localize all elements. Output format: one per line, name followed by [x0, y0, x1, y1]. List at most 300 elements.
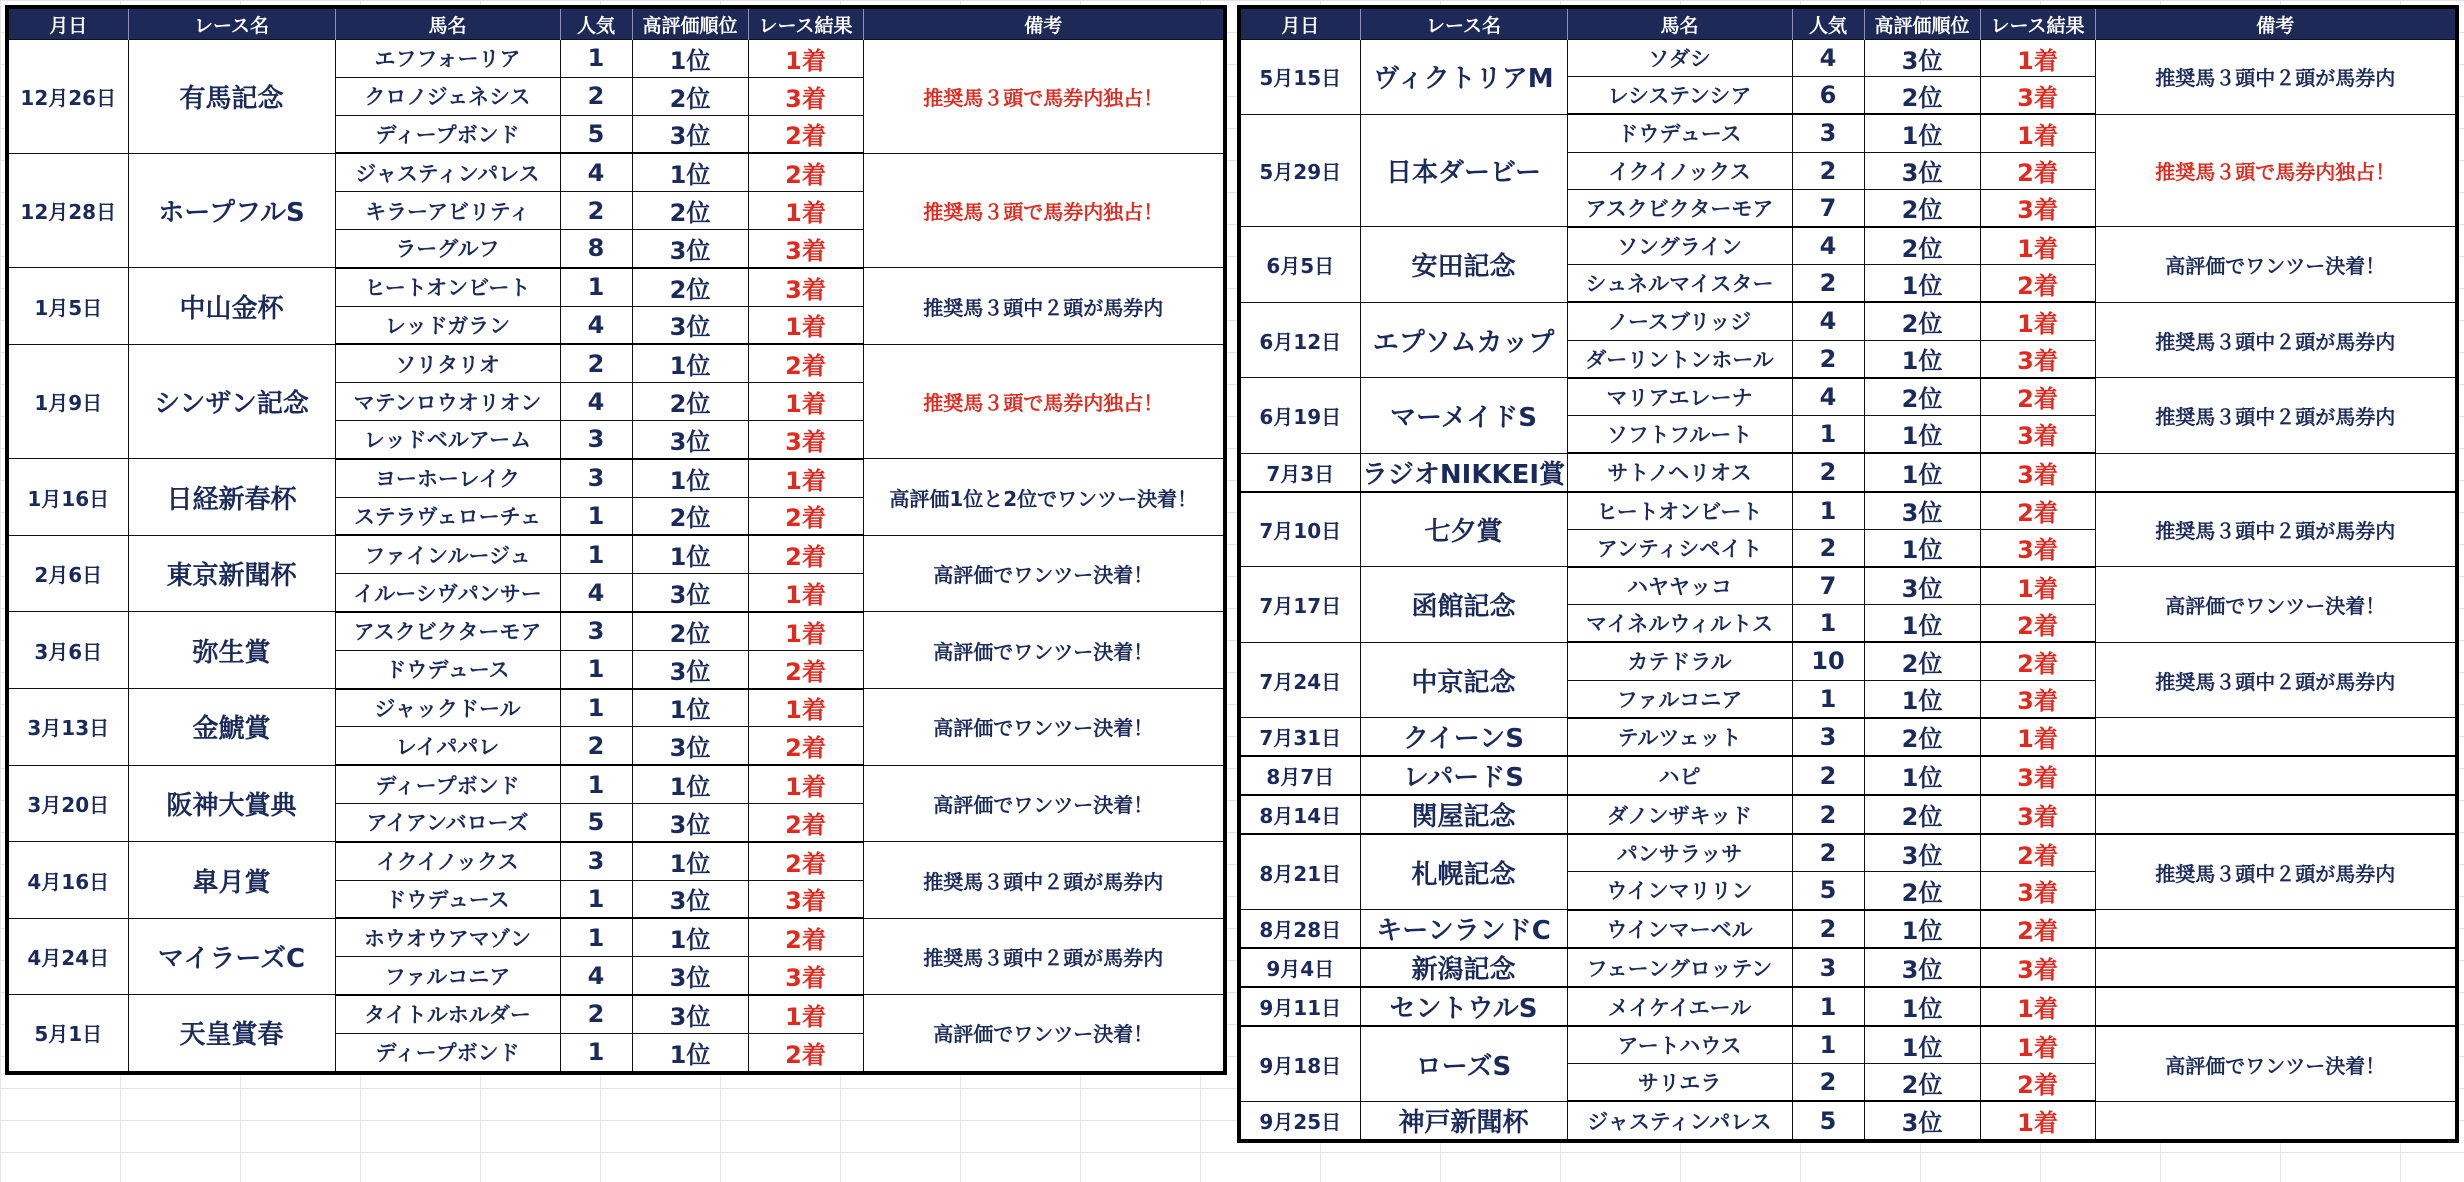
evaluation-rank: 1位: [1864, 1026, 1980, 1064]
header-popularity: 人気: [1792, 7, 1864, 40]
race-result: 1着: [1980, 718, 2095, 757]
evaluation-rank: 1位: [632, 40, 748, 78]
horse-name: ソングライン: [1567, 227, 1792, 265]
popularity: 1: [560, 497, 632, 535]
popularity: 3: [1792, 948, 1864, 987]
popularity: 2: [1792, 453, 1864, 492]
race-name: 皐月賞: [128, 842, 335, 919]
race-result: 2着: [748, 497, 863, 535]
race-result: 2着: [748, 535, 863, 573]
race-name: キーンランドC: [1360, 910, 1567, 949]
horse-name: ジャスティンパレス: [335, 153, 560, 191]
horse-name: アスクビクターモア: [335, 612, 560, 650]
race-date: 6月19日: [1239, 378, 1360, 453]
race-date: 4月16日: [7, 842, 128, 919]
race-name: セントウルS: [1360, 987, 1567, 1026]
evaluation-rank: 2位: [632, 192, 748, 230]
evaluation-rank: 1位: [632, 842, 748, 880]
popularity: 7: [1792, 189, 1864, 227]
race-result: 1着: [748, 383, 863, 421]
header-date: 月日: [7, 7, 128, 40]
evaluation-rank: 2位: [1864, 302, 1980, 340]
evaluation-rank: 3位: [632, 574, 748, 612]
evaluation-rank: 3位: [632, 803, 748, 841]
table-row: [7, 344, 1225, 382]
horse-name: ファルコニア: [1567, 680, 1792, 718]
evaluation-rank: 2位: [632, 383, 748, 421]
race-date: 3月13日: [7, 689, 128, 766]
race-result: 1着: [748, 995, 863, 1033]
table-row: [1239, 756, 2457, 795]
evaluation-rank: 1位: [632, 153, 748, 191]
horse-name: レッドベルアーム: [335, 420, 560, 458]
popularity: 5: [1792, 872, 1864, 910]
evaluation-rank: 3位: [1864, 152, 1980, 189]
race-result: 2着: [1980, 910, 2095, 949]
race-result: 3着: [748, 420, 863, 458]
table-row: [7, 535, 1225, 573]
horse-name: アートハウス: [1567, 1026, 1792, 1064]
horse-name: ヒートオンビート: [335, 268, 560, 306]
horse-name: マテンロウオリオン: [335, 383, 560, 421]
evaluation-rank: 1位: [632, 689, 748, 727]
popularity: 2: [1792, 152, 1864, 189]
popularity: 1: [1792, 987, 1864, 1026]
race-note: 高評価でワンツー決着！: [863, 689, 1225, 766]
horse-name: レイパパレ: [335, 727, 560, 765]
race-note: 推奨馬３頭で馬券内独占！: [863, 153, 1225, 267]
header-result: レース結果: [748, 7, 863, 40]
horse-name: ディープボンド: [335, 115, 560, 153]
race-note: [2095, 987, 2457, 1026]
evaluation-rank: 1位: [1864, 265, 1980, 303]
race-note: [2095, 718, 2457, 757]
evaluation-rank: 3位: [632, 650, 748, 688]
race-note: 推奨馬３頭で馬券内独占！: [2095, 114, 2457, 227]
horse-name: ドウデュース: [1567, 114, 1792, 152]
evaluation-rank: 3位: [632, 306, 748, 344]
race-date: 3月6日: [7, 612, 128, 689]
evaluation-rank: 1位: [1864, 680, 1980, 718]
race-result: 1着: [1980, 114, 2095, 152]
race-result: 3着: [1980, 189, 2095, 227]
horse-name: クロノジェネシス: [335, 77, 560, 115]
race-result: 1着: [1980, 40, 2095, 77]
popularity: 3: [560, 612, 632, 650]
popularity: 7: [1792, 567, 1864, 605]
table-row: [7, 153, 1225, 191]
popularity: 8: [560, 229, 632, 267]
popularity: 1: [1792, 605, 1864, 643]
race-result: 3着: [1980, 529, 2095, 567]
horse-name: アイアンバローズ: [335, 803, 560, 841]
header-note: 備考: [2095, 7, 2457, 40]
evaluation-rank: 2位: [1864, 189, 1980, 227]
race-note: [2095, 1101, 2457, 1141]
popularity: 1: [560, 268, 632, 306]
race-result: 1着: [748, 40, 863, 78]
table-row: [1239, 795, 2457, 834]
popularity: 1: [560, 650, 632, 688]
horse-name: ドウデュース: [335, 650, 560, 688]
race-note: [2095, 948, 2457, 987]
header-popularity: 人気: [560, 7, 632, 40]
race-result: 3着: [1980, 453, 2095, 492]
popularity: 3: [560, 420, 632, 458]
race-name: ホープフルS: [128, 153, 335, 267]
race-note: 高評価でワンツー決着！: [2095, 567, 2457, 642]
race-note: [2095, 795, 2457, 834]
race-result: 1着: [1980, 987, 2095, 1026]
table-row: [1239, 492, 2457, 530]
race-date: 9月25日: [1239, 1101, 1360, 1141]
table-row: [7, 689, 1225, 727]
race-date: 8月7日: [1239, 756, 1360, 795]
race-date: 7月10日: [1239, 492, 1360, 567]
table-row: [7, 995, 1225, 1033]
evaluation-rank: 2位: [632, 268, 748, 306]
popularity: 3: [1792, 718, 1864, 757]
evaluation-rank: 2位: [1864, 1064, 1980, 1102]
table-row: [1239, 642, 2457, 680]
race-result: 3着: [1980, 340, 2095, 378]
horse-name: エフフォーリア: [335, 40, 560, 78]
evaluation-rank: 3位: [1864, 1101, 1980, 1141]
race-note: 推奨馬３頭で馬券内独占！: [863, 344, 1225, 458]
race-name: レパードS: [1360, 756, 1567, 795]
evaluation-rank: 1位: [632, 765, 748, 803]
race-date: 8月28日: [1239, 910, 1360, 949]
popularity: 2: [1792, 756, 1864, 795]
race-note: 推奨馬３頭中２頭が馬券内: [2095, 302, 2457, 377]
header-result: レース結果: [1980, 7, 2095, 40]
horse-name: ノースブリッジ: [1567, 302, 1792, 340]
race-name: ローズS: [1360, 1026, 1567, 1101]
horse-name: ラーグルフ: [335, 229, 560, 267]
evaluation-rank: 1位: [632, 344, 748, 382]
race-result: 3着: [748, 957, 863, 995]
table-body-left: [7, 40, 1225, 1073]
race-date: 12月28日: [7, 153, 128, 267]
header-horse: 馬名: [335, 7, 560, 40]
race-result: 1着: [748, 612, 863, 650]
race-note: 高評価でワンツー決着！: [863, 535, 1225, 612]
evaluation-rank: 1位: [1864, 415, 1980, 453]
race-name: 東京新聞杯: [128, 535, 335, 612]
table-row: [1239, 718, 2457, 757]
race-note: 高評価でワンツー決着！: [863, 765, 1225, 842]
race-result: 2着: [748, 153, 863, 191]
horse-name: ディープボンド: [335, 765, 560, 803]
race-name: エプソムカップ: [1360, 302, 1567, 377]
results-table-right: [1237, 5, 2459, 1143]
popularity: 10: [1792, 642, 1864, 680]
race-result: 2着: [748, 1033, 863, 1072]
horse-name: ホウオウアマゾン: [335, 918, 560, 956]
table-row: [1239, 114, 2457, 152]
evaluation-rank: 3位: [1864, 948, 1980, 987]
horse-name: レシステンシア: [1567, 77, 1792, 115]
evaluation-rank: 1位: [1864, 756, 1980, 795]
table-body-right: [1239, 40, 2457, 1141]
evaluation-rank: 1位: [632, 459, 748, 497]
race-result: 1着: [1980, 302, 2095, 340]
horse-name: ドウデュース: [335, 880, 560, 918]
evaluation-rank: 3位: [1864, 834, 1980, 872]
evaluation-rank: 3位: [1864, 492, 1980, 530]
race-date: 5月15日: [1239, 40, 1360, 115]
horse-name: イルーシヴパンサー: [335, 574, 560, 612]
horse-name: マイネルウィルトス: [1567, 605, 1792, 643]
evaluation-rank: 2位: [1864, 872, 1980, 910]
race-result: 1着: [1980, 227, 2095, 265]
popularity: 2: [1792, 834, 1864, 872]
race-note: 推奨馬３頭中２頭が馬券内: [863, 842, 1225, 919]
race-date: 6月5日: [1239, 227, 1360, 302]
race-note: 高評価でワンツー決着！: [2095, 1026, 2457, 1101]
race-result: 2着: [1980, 642, 2095, 680]
race-note: 高評価1位と2位でワンツー決着！: [863, 459, 1225, 536]
race-result: 2着: [1980, 605, 2095, 643]
race-date: 5月29日: [1239, 114, 1360, 227]
popularity: 1: [1792, 1026, 1864, 1064]
race-result: 3着: [1980, 680, 2095, 718]
race-name: マイラーズC: [128, 918, 335, 995]
evaluation-rank: 2位: [1864, 378, 1980, 416]
race-result: 2着: [1980, 1064, 2095, 1102]
race-result: 3着: [1980, 872, 2095, 910]
popularity: 1: [560, 40, 632, 78]
race-date: 1月16日: [7, 459, 128, 536]
race-note: 推奨馬３頭中２頭が馬券内: [863, 918, 1225, 995]
race-result: 3着: [1980, 756, 2095, 795]
race-result: 1着: [1980, 1101, 2095, 1141]
race-result: 2着: [748, 650, 863, 688]
table-row: [7, 459, 1225, 497]
header-race: レース名: [128, 7, 335, 40]
race-date: 12月26日: [7, 40, 128, 154]
popularity: 1: [1792, 415, 1864, 453]
race-result: 1着: [748, 765, 863, 803]
popularity: 2: [1792, 795, 1864, 834]
race-date: 1月9日: [7, 344, 128, 458]
horse-name: ヨーホーレイク: [335, 459, 560, 497]
race-name: 新潟記念: [1360, 948, 1567, 987]
horse-name: ファインルージュ: [335, 535, 560, 573]
race-note: [2095, 910, 2457, 949]
race-date: 8月21日: [1239, 834, 1360, 909]
header-race: レース名: [1360, 7, 1567, 40]
race-result: 2着: [748, 115, 863, 153]
race-result: 3着: [1980, 948, 2095, 987]
evaluation-rank: 1位: [1864, 529, 1980, 567]
horse-name: サリエラ: [1567, 1064, 1792, 1102]
header-rank: 高評価順位: [632, 7, 748, 40]
race-note: 推奨馬３頭中２頭が馬券内: [2095, 834, 2457, 909]
evaluation-rank: 2位: [1864, 795, 1980, 834]
race-note: [2095, 453, 2457, 492]
horse-name: パンサラッサ: [1567, 834, 1792, 872]
horse-name: アンティシペイト: [1567, 529, 1792, 567]
race-date: 3月20日: [7, 765, 128, 842]
horse-name: テルツェット: [1567, 718, 1792, 757]
race-note: 高評価でワンツー決着！: [2095, 227, 2457, 302]
evaluation-rank: 2位: [1864, 642, 1980, 680]
popularity: 1: [560, 765, 632, 803]
horse-name: ジャスティンパレス: [1567, 1101, 1792, 1141]
header-rank: 高評価順位: [1864, 7, 1980, 40]
evaluation-rank: 3位: [632, 727, 748, 765]
race-date: 6月12日: [1239, 302, 1360, 377]
popularity: 2: [1792, 910, 1864, 949]
evaluation-rank: 1位: [632, 918, 748, 956]
horse-name: ファルコニア: [335, 957, 560, 995]
race-date: 7月24日: [1239, 642, 1360, 717]
race-name: 日経新春杯: [128, 459, 335, 536]
evaluation-rank: 3位: [632, 957, 748, 995]
evaluation-rank: 1位: [1864, 987, 1980, 1026]
header-date: 月日: [1239, 7, 1360, 40]
popularity: 5: [560, 115, 632, 153]
horse-name: イクイノックス: [1567, 152, 1792, 189]
race-note: 推奨馬３頭中２頭が馬券内: [2095, 40, 2457, 115]
evaluation-rank: 3位: [1864, 40, 1980, 77]
race-result: 3着: [1980, 77, 2095, 115]
popularity: 1: [1792, 492, 1864, 530]
table-row: [1239, 567, 2457, 605]
popularity: 2: [1792, 1064, 1864, 1102]
popularity: 4: [560, 574, 632, 612]
evaluation-rank: 2位: [1864, 227, 1980, 265]
race-name: 弥生賞: [128, 612, 335, 689]
popularity: 4: [560, 957, 632, 995]
evaluation-rank: 1位: [1864, 114, 1980, 152]
evaluation-rank: 2位: [1864, 77, 1980, 115]
horse-name: ダノンザキッド: [1567, 795, 1792, 834]
race-date: 9月11日: [1239, 987, 1360, 1026]
race-date: 8月14日: [1239, 795, 1360, 834]
race-note: [2095, 756, 2457, 795]
popularity: 4: [1792, 40, 1864, 77]
race-date: 9月18日: [1239, 1026, 1360, 1101]
table-row: [7, 918, 1225, 956]
horse-name: ソリタリオ: [335, 344, 560, 382]
horse-name: マリアエレーナ: [1567, 378, 1792, 416]
horse-name: キラーアビリティ: [335, 192, 560, 230]
table-row: [1239, 1101, 2457, 1141]
race-result: 3着: [748, 268, 863, 306]
table-row: [1239, 910, 2457, 949]
race-name: 阪神大賞典: [128, 765, 335, 842]
horse-name: フェーングロッテン: [1567, 948, 1792, 987]
race-result: 2着: [748, 918, 863, 956]
popularity: 2: [560, 344, 632, 382]
table-row: [7, 765, 1225, 803]
race-result: 3着: [1980, 415, 2095, 453]
race-name: クイーンS: [1360, 718, 1567, 757]
popularity: 3: [1792, 114, 1864, 152]
evaluation-rank: 1位: [1864, 910, 1980, 949]
race-note: 推奨馬３頭中２頭が馬券内: [2095, 492, 2457, 567]
evaluation-rank: 1位: [1864, 605, 1980, 643]
race-date: 1月5日: [7, 268, 128, 345]
horse-name: ディープボンド: [335, 1033, 560, 1072]
race-result: 1着: [1980, 567, 2095, 605]
evaluation-rank: 1位: [1864, 340, 1980, 378]
race-result: 2着: [748, 727, 863, 765]
race-name: ヴィクトリアM: [1360, 40, 1567, 115]
horse-name: ソフトフルート: [1567, 415, 1792, 453]
race-result: 1着: [748, 306, 863, 344]
table-row: [1239, 453, 2457, 492]
header-note: 備考: [863, 7, 1225, 40]
race-name: 金鯱賞: [128, 689, 335, 766]
popularity: 4: [560, 383, 632, 421]
horse-name: ダーリントンホール: [1567, 340, 1792, 378]
horse-name: ウインマリリン: [1567, 872, 1792, 910]
race-result: 1着: [1980, 1026, 2095, 1064]
race-result: 2着: [1980, 152, 2095, 189]
popularity: 4: [560, 153, 632, 191]
horse-name: カテドラル: [1567, 642, 1792, 680]
table-row: [1239, 227, 2457, 265]
horse-name: イクイノックス: [335, 842, 560, 880]
header-row: [1239, 7, 2457, 40]
race-name: 函館記念: [1360, 567, 1567, 642]
horse-name: レッドガラン: [335, 306, 560, 344]
popularity: 2: [1792, 529, 1864, 567]
evaluation-rank: 1位: [632, 535, 748, 573]
popularity: 1: [560, 918, 632, 956]
popularity: 4: [560, 306, 632, 344]
race-name: 神戸新聞杯: [1360, 1101, 1567, 1141]
evaluation-rank: 3位: [632, 420, 748, 458]
popularity: 2: [560, 995, 632, 1033]
race-note: 推奨馬３頭中２頭が馬券内: [2095, 378, 2457, 453]
race-date: 7月3日: [1239, 453, 1360, 492]
table-row: [1239, 302, 2457, 340]
popularity: 1: [560, 689, 632, 727]
table-row: [1239, 834, 2457, 872]
popularity: 2: [560, 727, 632, 765]
popularity: 3: [560, 459, 632, 497]
race-result: 2着: [748, 344, 863, 382]
race-result: 3着: [748, 880, 863, 918]
horse-name: タイトルホルダー: [335, 995, 560, 1033]
race-name: 札幌記念: [1360, 834, 1567, 909]
race-name: 中山金杯: [128, 268, 335, 345]
evaluation-rank: 2位: [632, 77, 748, 115]
popularity: 6: [1792, 77, 1864, 115]
race-name: 有馬記念: [128, 40, 335, 154]
horse-name: サトノヘリオス: [1567, 453, 1792, 492]
horse-name: ハヤヤッコ: [1567, 567, 1792, 605]
evaluation-rank: 3位: [632, 995, 748, 1033]
evaluation-rank: 2位: [632, 497, 748, 535]
evaluation-rank: 1位: [1864, 453, 1980, 492]
race-note: 推奨馬３頭で馬券内独占！: [863, 40, 1225, 154]
race-result: 3着: [748, 229, 863, 267]
race-date: 7月31日: [1239, 718, 1360, 757]
popularity: 4: [1792, 302, 1864, 340]
race-note: 高評価でワンツー決着！: [863, 995, 1225, 1073]
race-result: 2着: [1980, 492, 2095, 530]
race-name: マーメイドS: [1360, 378, 1567, 453]
race-result: 1着: [748, 574, 863, 612]
evaluation-rank: 3位: [632, 229, 748, 267]
table-row: [7, 842, 1225, 880]
race-date: 9月4日: [1239, 948, 1360, 987]
